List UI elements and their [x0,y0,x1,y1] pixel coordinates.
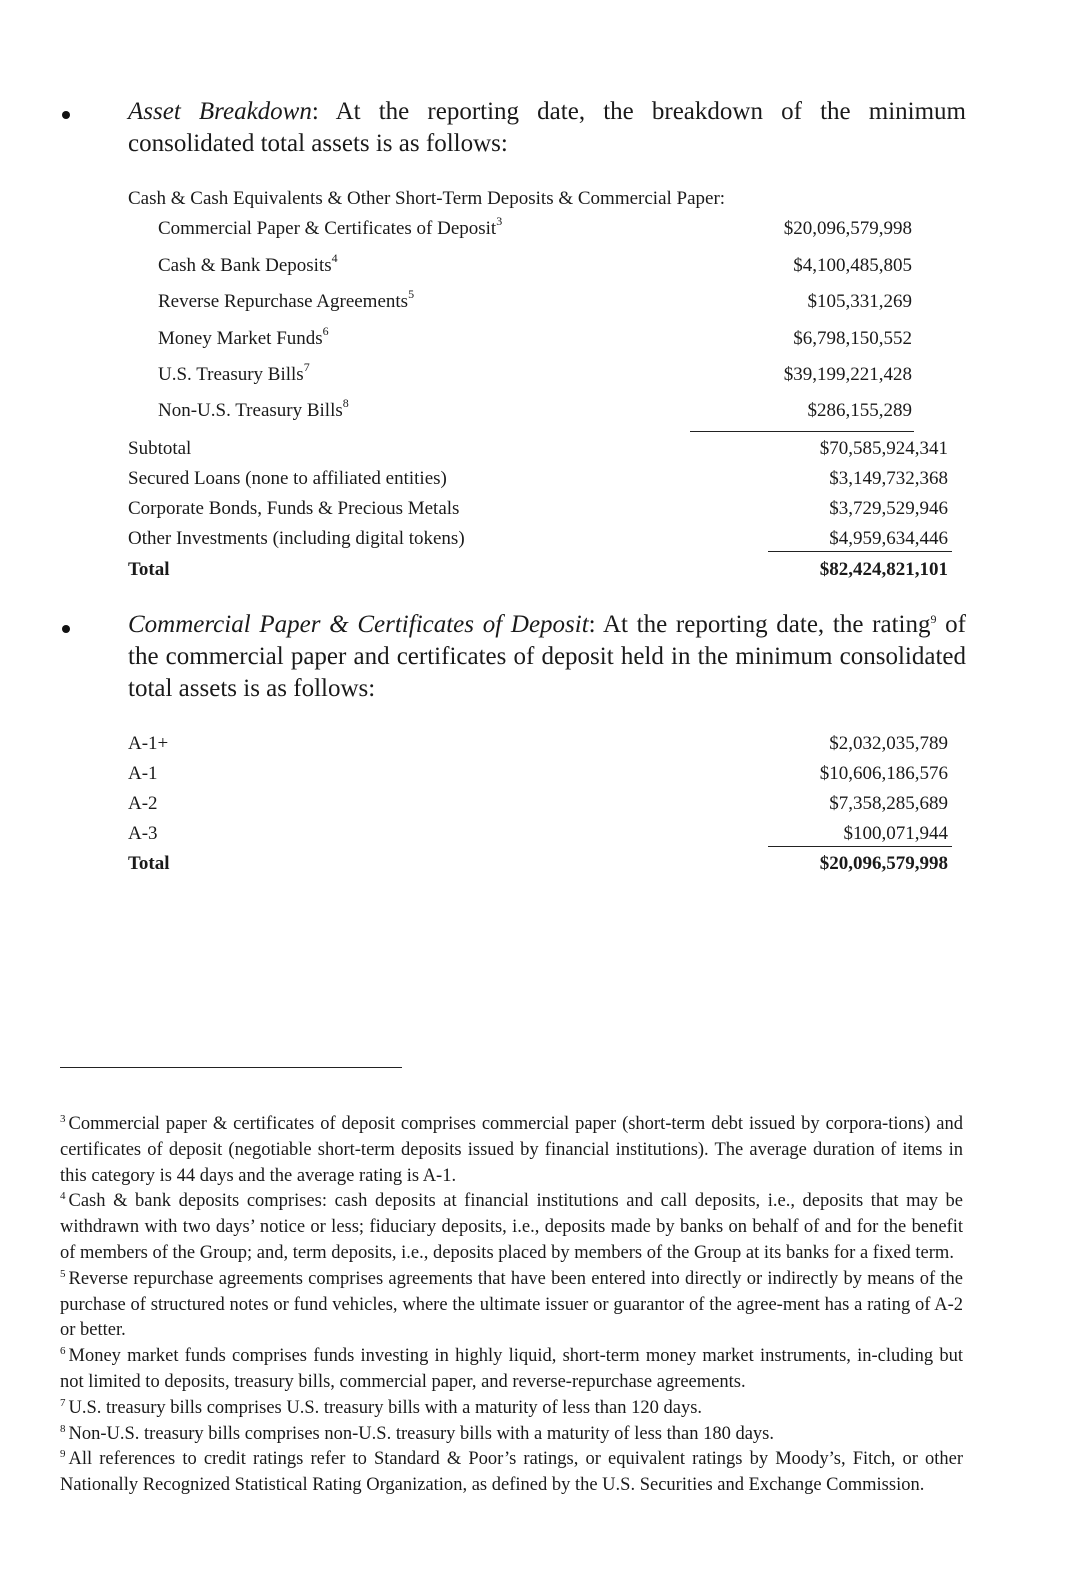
cash-item-value: $20,096,579,998 [783,218,912,239]
asset-breakdown-text: : At the reporting date, the breakdown of the minimum consolidated total assets is as follows: [128,98,966,157]
footnote-8: $^8$ Non-U.S. treasury bills comprises non-U.S. treasury bills with a maturity of less than 180 days. [60,1422,774,1444]
asset-breakdown-intro [128,96,966,160]
asset-row-value: $3,149,732,368 [829,468,948,489]
asset-breakdown-heading: Asset Breakdown [128,98,312,125]
cash-item-value: $4,100,485,805 [793,255,912,276]
rating-row-label: A-2 [128,793,158,814]
rating-row-value: $2,032,035,789 [829,733,948,754]
asset-row-value: $4,959,634,446 [829,528,948,549]
rating-row-value: $10,606,186,576 [819,763,948,784]
cash-item-value: $39,199,221,428 [783,364,912,385]
cash-item-value: $105,331,269 [807,291,912,312]
commercial-paper-intro: Commercial Paper & Certificates of Deposit: At the reporting date, the rating$^9$ of the commercial paper and certificates of deposit held in the minimum consolidated total assets is as follows: [128,611,967,702]
rating-row-label: A-1+ [128,733,169,754]
asset-row-label: Subtotal [128,438,192,459]
footnote-6: $^6$ Money market funds comprises funds investing in highly liquid, short-term money market instruments, in-cluding but not limited to deposits, treasury bills, commercial paper, and reverse-repurchase agreements. [60,1345,963,1392]
rating-row-value: $100,071,944 [843,823,948,844]
footnote-9: $^9$ All references to credit ratings refer to Standard & Poor’s ratings, or equivalent ratings by Moody’s, Fitch, or other Nationally Recognized Statistical Rating Organization, as defined by the U.S. Securities and Exchange Commission. [60,1448,963,1496]
asset-row-value: $70,585,924,341 [819,438,948,459]
subtotal-rule [690,431,914,432]
cash-item-value: $6,798,150,552 [793,328,912,349]
bullet-commercial-paper [62,625,70,633]
asset-total-label: Total [128,559,170,580]
asset-row-label: Other Investments (including digital tokens) [128,528,465,549]
rating-row-value: $7,358,285,689 [829,793,948,814]
commercial-paper-heading: Commercial Paper & Certificates of Deposit [128,611,589,638]
footnote-3: $^3$ Commercial paper & certificates of deposit comprises commercial paper (short-term debt issued by corpora-tions) and certificates of deposit (negotiable short-term deposits issued by financial institutions). The average duration of items in this category is 44 days and the average rating is A-1. [60,1113,963,1186]
rating-row-label: A-3 [128,823,158,844]
rating-total-label: Total [128,853,170,874]
footnote-4: $^4$ Cash & bank deposits comprises: cash deposits at financial institutions and call deposits, i.e., deposits that may be withdrawn with two days’ notice or less; fiduciary deposits, i.e., deposits made by banks on behalf of and for the benefit of members of the Group; and, term deposits, i.e., deposits placed by members of the Group at its banks for a fixed term. [60,1190,963,1263]
cash-group-heading: Cash & Cash Equivalents & Other Short-Term Deposits & Commercial Paper: [128,188,726,209]
bullet-asset-breakdown [62,111,70,119]
cash-item-label: Commercial Paper & Certificates of Deposit$^3$ [158,214,503,239]
rating-total-value: $20,096,579,998 [819,853,948,874]
footnote-7: $^7$ U.S. treasury bills comprises U.S. treasury bills with a maturity of less than 120 days. [60,1396,703,1418]
cash-item-label: Reverse Repurchase Agreements$^5$ [158,287,415,312]
rating-total-rule [768,846,952,847]
cash-item-label: Cash & Bank Deposits$^4$ [158,251,338,276]
cash-item-label: Non-U.S. Treasury Bills$^8$ [158,396,349,421]
cash-item-label: U.S. Treasury Bills$^7$ [158,360,310,385]
cash-item-label: Money Market Funds$^6$ [158,324,329,349]
footnote-5: $^5$ Reverse repurchase agreements comprises agreements that have been entered into directly or indirectly by means of the purchase of structured notes or fund vehicles, where the ultimate issuer or guarantor of the agree-ment has a rating of A-2 or better. [60,1267,963,1341]
footnotes [60,1112,963,1499]
rating-footnote-ref: 9 [930,612,937,626]
asset-row-label: Corporate Bonds, Funds & Precious Metals [128,498,460,519]
asset-row-value: $3,729,529,946 [829,498,948,519]
asset-row-label: Secured Loans (none to affiliated entities) [128,468,447,489]
total-rule [768,551,952,552]
asset-total-value: $82,424,821,101 [819,559,948,580]
footnote-separator [60,1067,402,1068]
rating-row-label: A-1 [128,763,158,784]
cash-item-value: $286,155,289 [807,400,912,421]
